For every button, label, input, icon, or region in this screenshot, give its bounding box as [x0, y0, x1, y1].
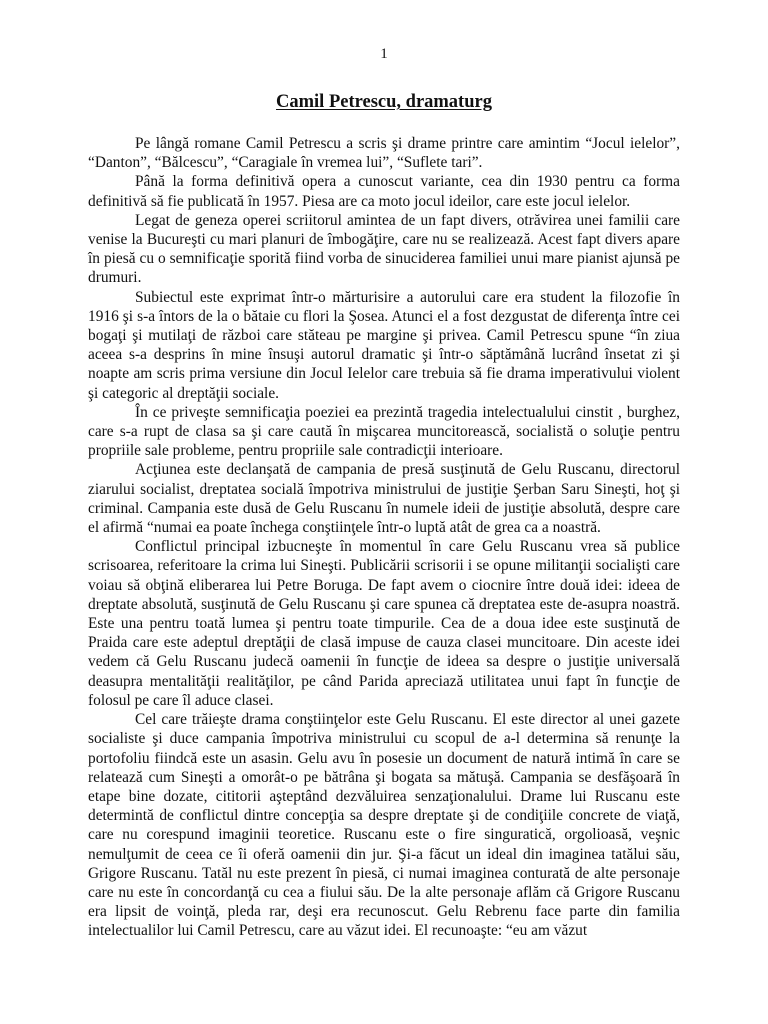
document-body: [88, 134, 680, 941]
paragraph: Subiectul este exprimat într-o mărturisire a autorului care era student la filozofie în 1916 şi s-a întors de la o bătaie cu flori la Şosea. Atunci el a fost dezgustat de diferenţa între cei bogaţi şi mutilaţi de război care stăteau pe margine şi privea. Camil Petrescu spune “în ziua aceea s-a desprins în mine însuşi autorul dramatic şi într-o săptămână lucrând însetat zi şi noapte am scris prima versiune din Jocul Ielelor care trebuia să fie drama imperativului violent şi categoric al dreptăţii sociale.: [88, 288, 680, 402]
paragraph: În ce priveşte semnificaţia poeziei ea prezintă tragedia intelectualului cinstit , burghez, care s-a rupt de clasa sa şi care caută în mişcarea muncitorească, socialistă o soluţie pentru propriile sale probleme, pentru propriile sale contradicţii interioare.: [88, 403, 680, 460]
paragraph: Pe lângă romane Camil Petrescu a scris şi drame printre care amintim “Jocul ielelor”, “Danton”, “Bălcescu”, “Caragiale în vremea lui”, “Suflete tari”.: [88, 135, 680, 172]
page-number: 1: [380, 46, 388, 62]
paragraph: Legat de geneza operei scriitorul amintea de un fapt divers, otrăvirea unei familii care venise la Bucureşti cu mari planuri de îmbogăţire, care nu se realizează. Acest fapt divers apare în piesă cu o semnificaţie sporită fiind vorba de sinuciderea familiei unui mare pianist ajunsă pe drumuri.: [88, 211, 680, 287]
paragraph: Până la forma definitivă opera a cunoscut variante, cea din 1930 pentru ca forma definitivă să fie publicată în 1957. Piesa are ca moto jocul ideilor, care este jocul ielelor.: [88, 173, 680, 210]
paragraph: Acţiunea este declanşată de campania de presă susţinută de Gelu Ruscanu, directorul ziarului socialist, dreptatea socială împotriva ministrului de justiţie Şerban Saru Sineşti, hoţ şi criminal. Campania este dusă de Gelu Ruscanu în numele ideii de justiţie absolută, despre care el afirmă “numai ea poate închega conştiinţele într-o luptă atât de grea ca a noastră.: [88, 461, 680, 537]
paragraph: Cel care trăieşte drama conştiinţelor este Gelu Ruscanu. El este director al unei gazete socialiste şi duce campania împotriva ministrului cu scopul de a-l determina să renunţe la portofoliu fiindcă este un asasin. Gelu avu în posesie un document de natură intimă în care se relatează cum Sineşti a omorât-o pe bătrâna şi bogata sa mătuşă. Campania se desfăşoară în etape bine dozate, cititorii aşteptând dezvăluirea senzaţionalului. Drame lui Ruscanu este determintă de conflictul dintre concepţia sa despre dreptate şi de condiţiile concrete de viaţă, care nu corespund imaginii teoretice. Ruscanu este o fire singuratică, orgolioasă, veşnic nemulţumit de ceea ce îi oferă oamenii din jur. Şi-a făcut un ideal din imaginea tatălui său, Grigore Ruscanu. Tatăl nu este prezent în piesă, ci numai imaginea conturată de alte personaje care nu este în concordanţă cu cea a fiului său. De la alte personaje aflăm că Grigore Ruscanu era lipsit de voinţă, pleda rar, deşi era recunoscut. Gelu Rebrenu face parte din familia intelectualilor lui Camil Petrescu, care au văzut idei. El recunoaşte: “eu am văzut: [88, 711, 680, 940]
document-title: Camil Petrescu, dramaturg: [276, 92, 492, 112]
paragraph: Conflictul principal izbucneşte în momentul în care Gelu Ruscanu vrea să publice scrisoarea, referitoare la crima lui Sineşti. Publicării scrisorii i se opune militanţii socialişti care voiau să obţină eliberarea lui Petre Boruga. De fapt avem o ciocnire între două idei: ideea de dreptate absolută, susţinută de Gelu Ruscanu şi care spunea că dreptatea este de-asupra noastră. Este una pentru toată lumea şi pentru toate timpurile. Cea de a doua idee este susţinută de Praida care este adeptul dreptăţii de clasă impuse de cauza clasei muncitoare. Din aceste idei vedem că Gelu Ruscanu judecă oamenii în funcţie de ideea sa despre o justiţie universală deasupra mentalităţii realităţilor, pe când Parida apreciază utilitatea unui fapt în funcţie de folosul pe care îl aduce clasei.: [88, 538, 680, 709]
